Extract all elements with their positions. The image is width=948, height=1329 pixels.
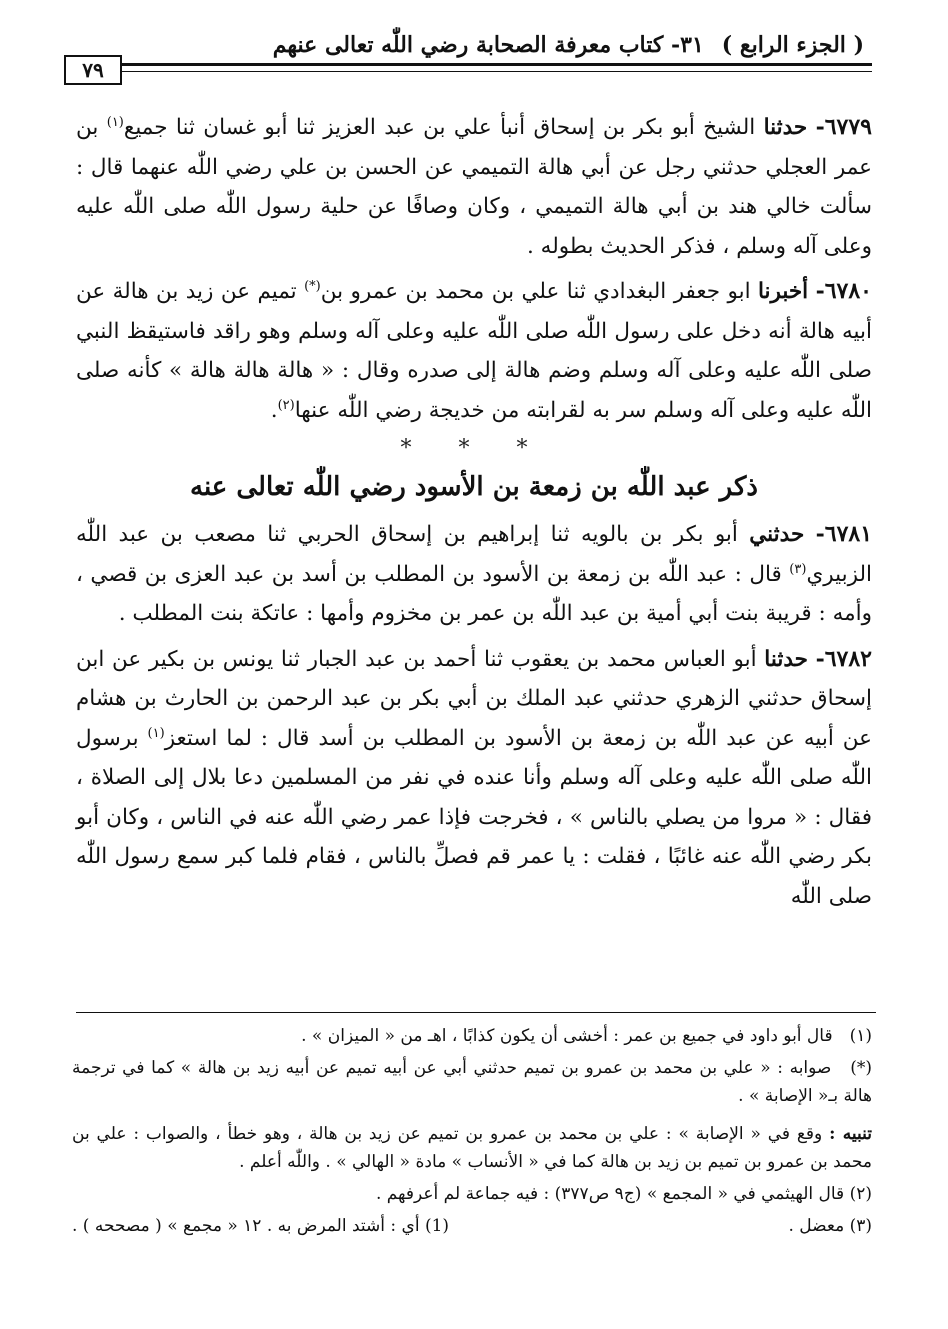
hadith-number: ٦٧٨١- xyxy=(815,521,873,547)
footnote-ref: (١) xyxy=(147,725,165,741)
footnote-star xyxy=(72,1054,872,1110)
footnote-1 xyxy=(72,1022,872,1050)
footnote-ref: (٣) xyxy=(789,561,807,577)
hadith-text-cont: تميم عن زيد بن هالة عن أبيه هالة أنه دخل على رسول اللّٰه صلى اللّٰه عليه وعلى آله وسلم وهو راقد فاستيقظ النبي صلى اللّٰه عليه وعلى آله وسلم وضم هالة إلى صدره وقال : « هالة هالة هالة » كأنه صلى اللّٰه عليه وعلى آله وسلم سر به لقرابته من خديجة رضي اللّٰه عنها xyxy=(76,279,872,423)
footnote-note xyxy=(72,1120,872,1176)
page-number: ٧٩ xyxy=(64,55,122,85)
header-part: ( الجزء الرابع ) xyxy=(721,32,864,58)
hadith-number: ٦٧٨٠- xyxy=(815,278,872,304)
section-title: ذكر عبد اللّٰه بن زمعة بن الأسود رضي اللّٰه تعالى عنه xyxy=(190,472,758,502)
footnote-ref: (٢) xyxy=(277,397,295,413)
hadith-lead-word: حدثنا xyxy=(764,646,808,672)
header-rule-thin xyxy=(122,71,872,72)
hadith-text: أبو بكر بن بالويه ثنا إبراهيم بن إسحاق الحربي ثنا مصعب بن عبد اللّٰه الزبيري xyxy=(76,522,872,587)
hadith-6780 xyxy=(76,272,872,430)
footnote-ref: (*) xyxy=(304,278,321,294)
header-rule xyxy=(122,63,872,66)
hadith-text: الشيخ أبو بكر بن إسحاق أنبأ علي بن عبد العزيز ثنا أبو غسان ثنا جميع xyxy=(123,115,756,140)
hadith-text: أبو العباس محمد بن يعقوب ثنا أحمد بن عبد الجبار ثنا يونس بن بكير عن ابن إسحاق حدثني الزهري حدثني عبد الملك بن أبي بكر بن عبد الرحمن بن الحارث بن هشام عن أبيه عن عبد اللّٰه بن زمعة بن الأسود بن المطلب بن أسد قال : لما استعز xyxy=(76,646,873,751)
footnote-text: قال أبو داود في جميع بن عمر : أخشى أن يكون كذابًا ، اهـ من « الميزان » . xyxy=(301,1026,833,1046)
hadith-lead-word: أخبرنا xyxy=(758,279,809,304)
section-divider: * * * xyxy=(400,436,548,461)
footnote-2 xyxy=(72,1180,872,1208)
hadith-6782 xyxy=(76,640,872,917)
footnote-3: (٣) معضل . xyxy=(788,1216,872,1236)
hadith-number: ٦٧٨٢- xyxy=(815,645,872,672)
footnote-text: صوابه : « علي بن محمد بن عمرو بن تميم حدثني أبي عن أبيه تميم عن أبيه زيد بن هالة » كما في ترجمة هالة بـ« الإصابة » . xyxy=(72,1058,872,1106)
footnote-rule xyxy=(76,1012,876,1013)
note-text: وقع في « الإصابة » : علي بن محمد بن عمرو بن تميم عن زيد بن هالة ، وهو خطأ ، والصواب : علي بن محمد بن عمرو بن تميم بن زيد بن هالة كما في « الأنساب » مادة « الهالي » . واللّٰه أعلم . xyxy=(72,1124,872,1172)
footnotes xyxy=(72,1022,872,1244)
hadith-6779 xyxy=(76,108,872,266)
main-text xyxy=(76,108,872,922)
hadith-number: ٦٧٧٩- xyxy=(815,114,872,140)
hadith-text-cont: قال : عبد اللّٰه بن زمعة بن الأسود بن المطلب بن أسد بن عبد العزى بن قصي ، وأمه : قريبة بنت أبي أمية بن عبد اللّٰه بن عمر بن مخزوم وأمها : عاتكة بنت المطلب . xyxy=(76,561,872,626)
footnote-ref: (١) xyxy=(106,114,124,130)
header-book-title: ٣١- كتاب معرفة الصحابة رضي اللّٰه تعالى عنهم xyxy=(272,32,704,58)
hadith-text: ابو جعفر البغدادي ثنا علي بن محمد بن عمرو بن xyxy=(320,279,751,304)
hadith-text-end: . xyxy=(270,397,278,423)
hadith-6781 xyxy=(76,515,872,634)
footnote-mark: (١) xyxy=(849,1026,872,1046)
hadith-lead-word: حدثني xyxy=(749,522,805,547)
hadith-text-cont: بن عمر العجلي حدثني رجل عن أبي هالة التميمي عن الحسن بن علي رضي اللّٰه عنهما قال : سألت خالي هند بن أبي هالة التميمي ، وكان وصافًا عن حلية رسول اللّٰه صلى اللّٰه عليه وعلى آله وسلم ، فذكر الحديث بطوله . xyxy=(76,115,872,259)
running-header xyxy=(200,30,864,60)
footnote-row xyxy=(72,1212,872,1240)
footnote-editor: (1) أي : أشتد المرض به . ١٢ « مجمع » ( مصححه ) . xyxy=(72,1216,450,1236)
note-lead: تنبيه : xyxy=(829,1124,872,1144)
footnote-text: (٢) قال الهيثمي في « المجمع » (ج٩ ص٣٧٧) : فيه جماعة لم أعرفهم . xyxy=(375,1184,872,1204)
hadith-text-cont: برسول اللّٰه صلى اللّٰه عليه وعلى آله وسلم وأنا عنده في نفر من المسلمين دعا بلال إلى الصلاة ، فقال : « مروا من يصلي بالناس » ، فخرجت فإذا عمر رضي اللّٰه عنه في الناس ، وكان أبو بكر رضي اللّٰه عنه غائبًا ، فقلت : يا عمر قم فصلِّ بالناس ، فقام فلما كبر سمع رسول اللّٰه صلى اللّٰه xyxy=(76,725,873,909)
hadith-lead-word: حدثنا xyxy=(763,115,808,140)
footnote-mark: (*) xyxy=(850,1058,872,1078)
